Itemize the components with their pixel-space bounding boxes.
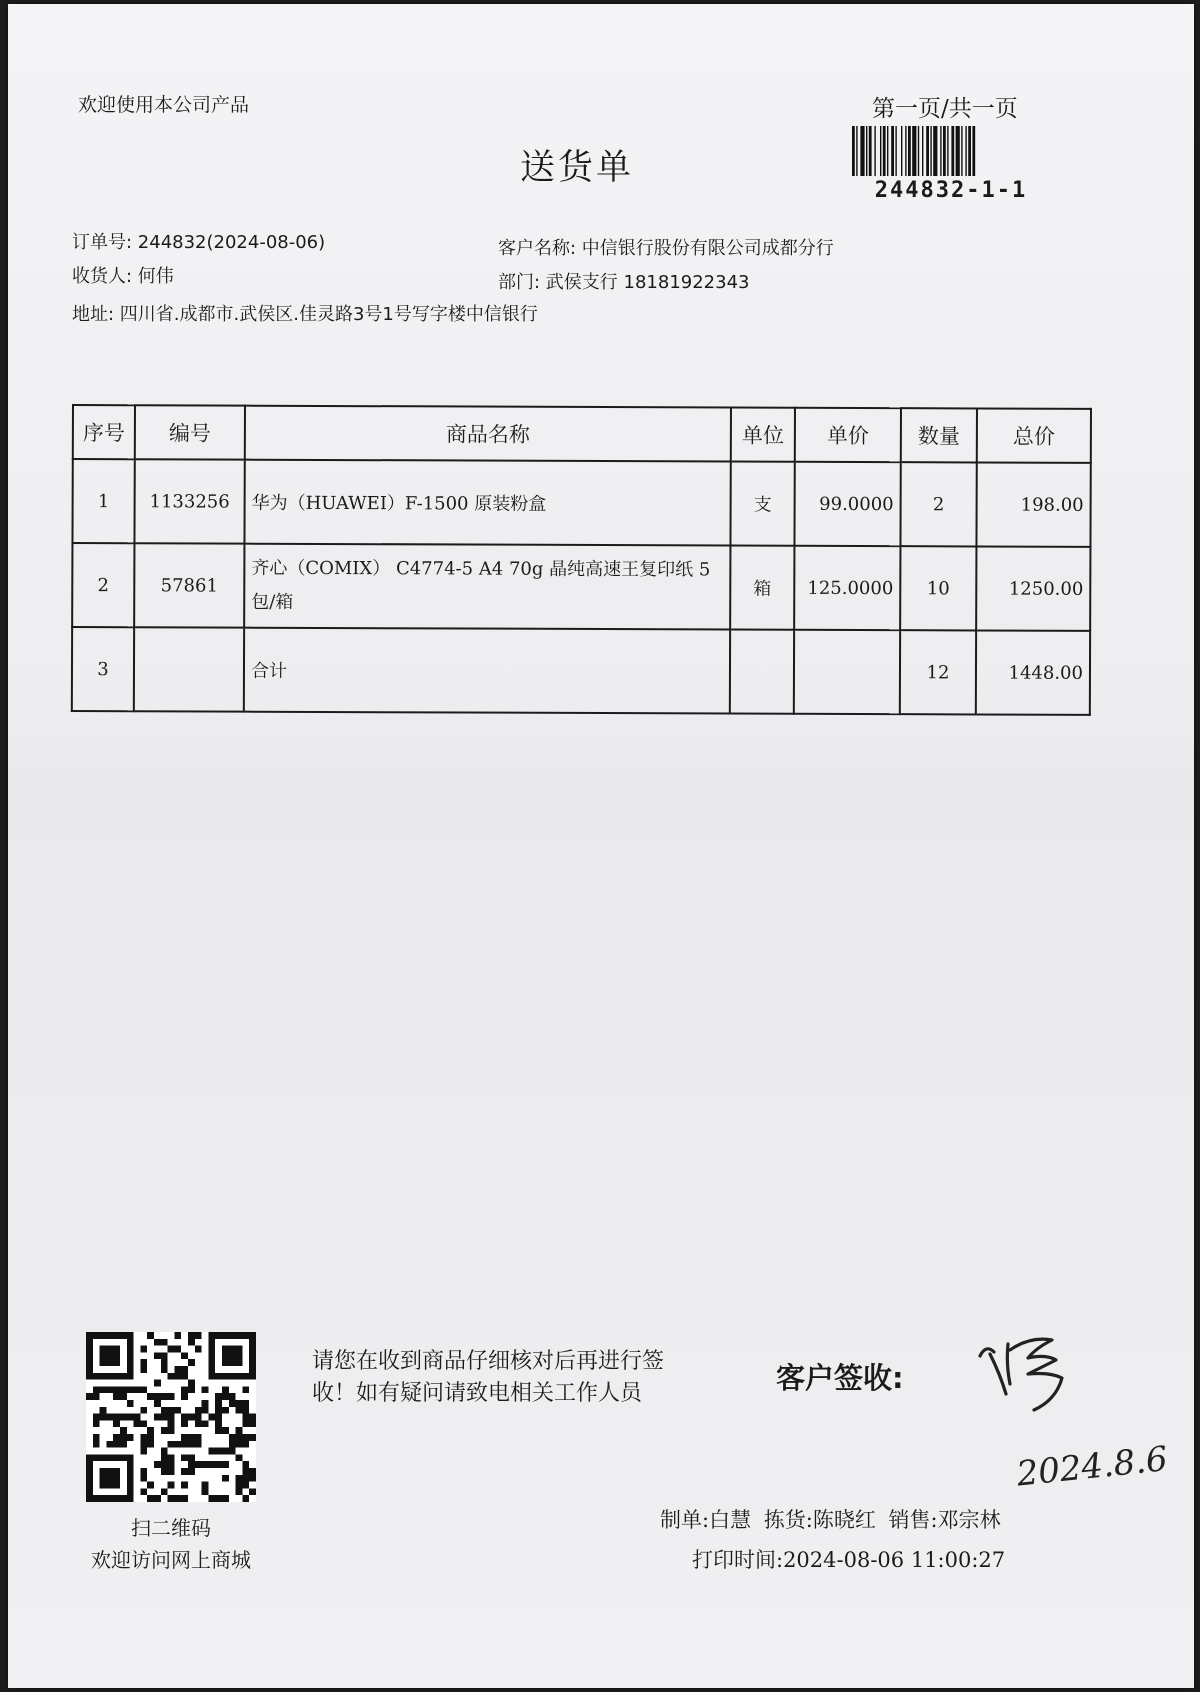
row-index: 2 (72, 543, 134, 627)
notice-line-1: 请您在收到商品仔细核对后再进行签 (312, 1349, 665, 1374)
table-row (72, 459, 1090, 547)
row-product-name: 齐心（COMIX） C4774-5 A4 70g 晶纯高速王复印纸 5包/箱 (244, 544, 730, 630)
barcode-number: 244832-1-1 (874, 178, 1028, 203)
qr-caption (60, 1512, 282, 1576)
table-row (72, 543, 1090, 631)
handwritten-date-text: 2024.8.6 (1014, 1438, 1170, 1495)
col-header-total: 总价 (977, 408, 1091, 462)
department: 部门: 武侯支行 18181922343 (498, 272, 750, 293)
print-time: 打印时间:2024-08-06 11:00:27 (692, 1548, 1006, 1572)
row-total: 1250.00 (976, 546, 1090, 630)
order-number: 订单号: 244832(2024-08-06) (72, 232, 326, 253)
row-quantity: 2 (900, 462, 976, 546)
row-quantity: 10 (900, 546, 976, 630)
receiver-name: 收货人: 何伟 (72, 266, 174, 287)
row-unit (730, 630, 794, 714)
barcode-icon (852, 126, 1050, 176)
col-header-code: 编号 (135, 405, 245, 459)
row-index: 1 (72, 459, 134, 543)
handwritten-signature (970, 1314, 1090, 1414)
row-product-name: 合计 (244, 628, 730, 714)
customer-sign-label: 客户签收: (776, 1361, 904, 1395)
row-product-name: 华为（HUAWEI）F-1500 原装粉盒 (244, 460, 730, 546)
table-header-row (73, 405, 1091, 463)
row-unit-price (794, 630, 900, 714)
row-unit-price: 99.0000 (794, 462, 900, 546)
welcome-text: 欢迎使用本公司产品 (78, 94, 250, 116)
row-unit-price: 125.0000 (794, 546, 900, 630)
col-header-index: 序号 (73, 405, 135, 459)
row-total: 198.00 (976, 462, 1090, 546)
row-code: 1133256 (134, 459, 244, 543)
delivery-address: 地址: 四川省.成都市.武侯区.佳灵路3号1号写字楼中信银行 (72, 304, 538, 325)
col-header-unit: 单位 (731, 408, 795, 462)
row-code (134, 627, 244, 711)
row-unit: 箱 (730, 546, 794, 630)
row-quantity: 12 (900, 630, 976, 714)
items-table (71, 404, 1092, 716)
row-unit: 支 (730, 462, 794, 546)
qr-caption-line-2: 欢迎访问网上商城 (91, 1548, 251, 1572)
handwritten-date (1010, 1428, 1180, 1498)
table-row-summary (72, 627, 1090, 715)
page-indicator: 第一页/共一页 (872, 96, 1018, 122)
col-header-quantity: 数量 (901, 408, 977, 462)
qr-code-icon (86, 1332, 256, 1502)
row-code: 57861 (134, 543, 244, 627)
col-header-unit-price: 单价 (795, 408, 901, 462)
document-title: 送货单 (520, 148, 635, 188)
notice-text (312, 1346, 712, 1410)
col-header-product-name: 商品名称 (245, 406, 731, 462)
row-index: 3 (72, 627, 134, 711)
row-total: 1448.00 (976, 630, 1090, 714)
customer-name: 客户名称: 中信银行股份有限公司成都分行 (498, 238, 834, 259)
staff-info: 制单:白慧 拣货:陈晓红 销售:邓宗林 (660, 1508, 1001, 1532)
notice-line-2: 收！如有疑问请致电相关工作人员 (312, 1381, 643, 1406)
qr-caption-line-1: 扫二维码 (131, 1516, 211, 1540)
